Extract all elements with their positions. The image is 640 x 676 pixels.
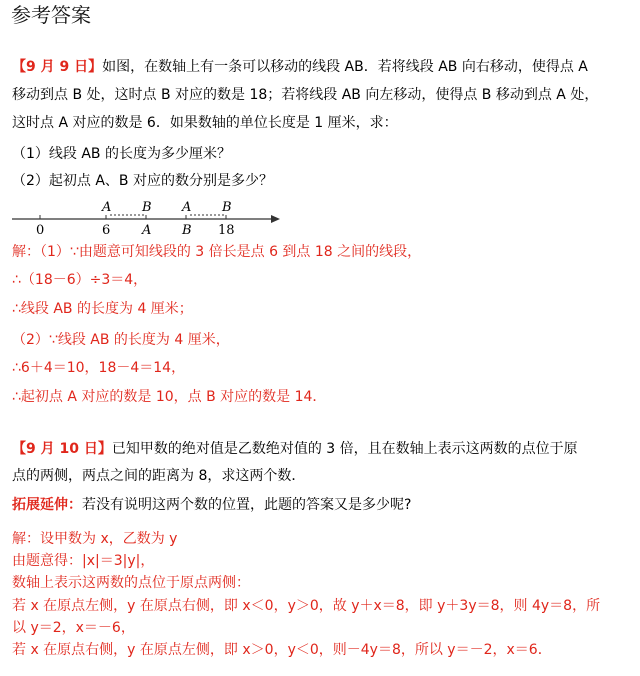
number-line-arrow [271,215,280,223]
number-line-figure [10,196,290,238]
problem2-tag: 【9 月 10 日】 [12,441,112,457]
label-top-B1: B [142,200,152,215]
solution1-line1: 解：（1）∵由题意可知线段的 3 倍长是点 6 到点 18 之间的线段， [12,244,422,260]
problem1-line2: 移动到点 B 处，这时点 B 对应的数是 18；若将线段 AB 向左移动，使得点 B 移动到点 A 处， [12,87,599,103]
problem1-q2: （2）起初点 A、B 对应的数分别是多少？ [12,173,273,189]
problem1-q1: （1）线段 AB 的长度为多少厘米？ [12,146,231,162]
solution2-line3: 数轴上表示这两数的点位于原点两侧： [12,575,250,591]
solution1-line4: （2）∵线段 AB 的长度为 4 厘米， [12,332,230,348]
problem2-line1: 【9 月 10 日】已知甲数的绝对值是乙数绝对值的 3 倍，且在数轴上表示这两数的点位于原 [12,441,578,457]
problem1-line1: 【9 月 9 日】如图，在数轴上有一条可以移动的线段 AB．若将线段 AB 向右移动，使得点 A [12,59,588,75]
label-bottom-A: A [142,223,152,238]
extension-label: 拓展延伸： [12,497,82,513]
page-title: 参考答案 [11,3,91,27]
solution1-line2: ∴（18－6）÷3＝4， [12,272,148,288]
extension-line [12,496,411,514]
problem1-tag: 【9 月 9 日】 [12,59,103,75]
label-bottom-0: 0 [36,223,45,238]
solution1-line5: ∴6＋4＝10，18－4＝14， [12,360,186,376]
solution1-line6: ∴起初点 A 对应的数是 10，点 B 对应的数是 14． [12,389,327,405]
solution2-line5: 以 y＝2，x＝－6， [12,620,135,636]
label-top-A1: A [102,200,112,215]
label-bottom-B: B [182,223,192,238]
solution2-line6: 若 x 在原点右侧，y 在原点左侧，即 x＞0，y＜0，则－4y＝8，所以 y＝－2，x＝6． [12,642,552,658]
solution2-line2: 由题意得：|x|＝3|y|， [12,553,155,569]
solution2-line4: 若 x 在原点左侧，y 在原点右侧，即 x＜0，y＞0，故 y＋x＝8，即 y＋3y＝8，则 4y＝8，所 [12,598,601,614]
label-bottom-6: 6 [102,223,111,238]
label-top-B2: B [222,200,232,215]
label-top-A2: A [182,200,192,215]
problem2-line2: 点的两侧，两点之间的距离为 8，求这两个数． [12,468,306,484]
solution2-line1: 解：设甲数为 x，乙数为 y [12,531,178,547]
label-bottom-18: 18 [218,223,235,238]
solution1-line3: ∴线段 AB 的长度为 4 厘米； [12,301,193,317]
extension-text: 若没有说明这两个数的位置，此题的答案又是多少呢? [82,497,412,513]
problem1-line3: 这时点 A 对应的数是 6．如果数轴的单位长度是 1 厘米，求： [12,115,398,131]
